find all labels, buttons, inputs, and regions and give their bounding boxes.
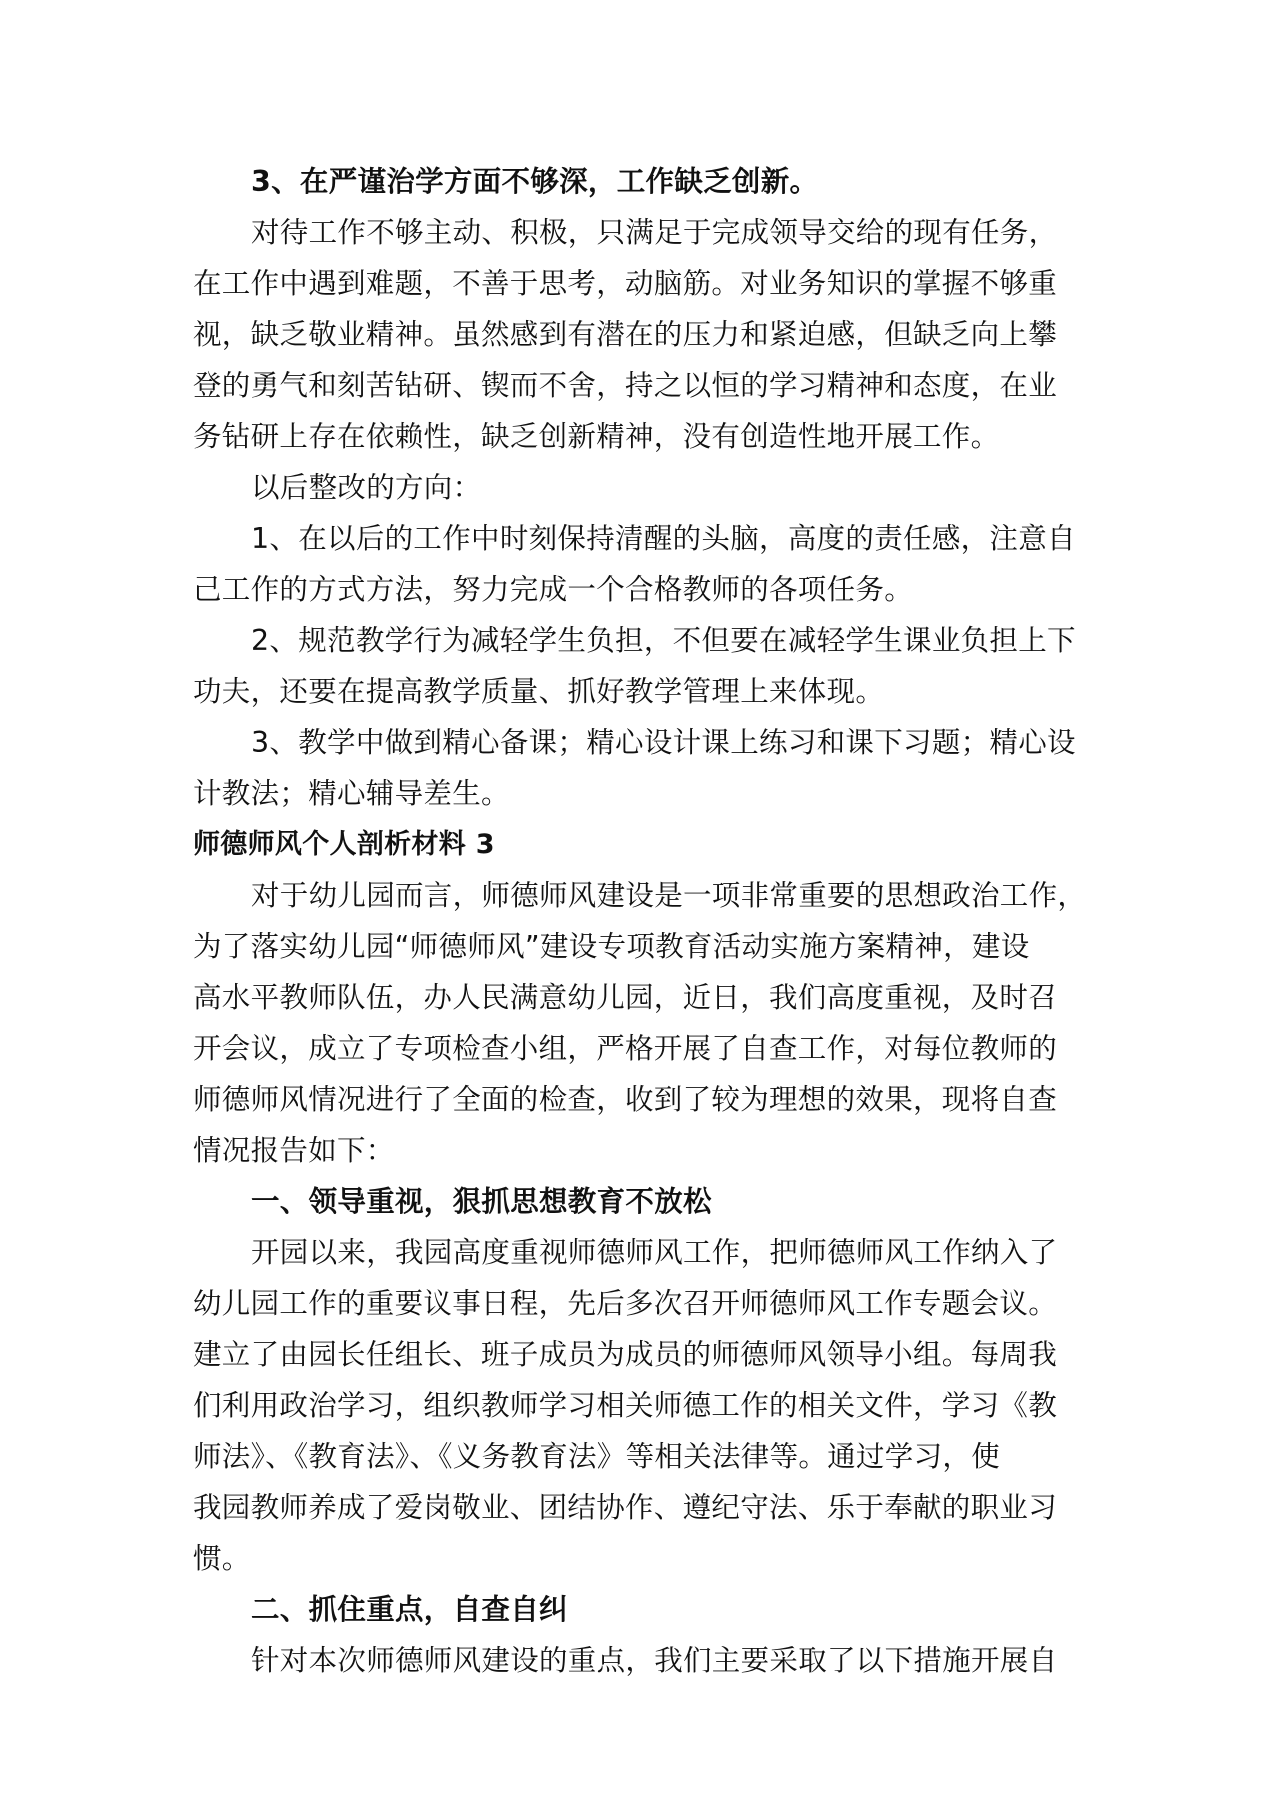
text-line: 在工作中遇到难题，不善于思考，动脑筋。对业务知识的掌握不够重	[193, 267, 1058, 300]
text-line: 1、在以后的工作中时刻保持清醒的头脑，高度的责任感，注意自	[251, 522, 1076, 555]
text-line: 针对本次师德师风建设的重点，我们主要采取了以下措施开展自	[251, 1644, 1058, 1677]
text-line: 2、规范教学行为减轻学生负担，不但要在减轻学生课业负担上下	[251, 624, 1076, 657]
text-line: 对于幼儿园而言，师德师风建设是一项非常重要的思想政治工作，	[251, 879, 1087, 912]
text-line: 情况报告如下：	[193, 1134, 395, 1167]
text-line: 登的勇气和刻苦钻研、锲而不舍，持之以恒的学习精神和态度，在业	[193, 369, 1058, 402]
text-line: 以后整改的方向：	[251, 471, 482, 504]
text-line: 建立了由园长任组长、班子成员为成员的师德师风领导小组。每周我	[193, 1338, 1058, 1371]
text-line: 务钻研上存在依赖性，缺乏创新精神，没有创造性地开展工作。	[193, 420, 1000, 453]
text-line: 己工作的方式方法，努力完成一个合格教师的各项任务。	[193, 573, 914, 606]
text-line: 3、教学中做到精心备课；精心设计课上练习和课下习题；精心设	[251, 726, 1076, 759]
text-line: 师法》、《教育法》、《义务教育法》等相关法律等。通过学习，使	[193, 1440, 1001, 1473]
subheading: 3、在严谨治学方面不够深，工作缺乏创新。	[251, 165, 819, 198]
text-line: 对待工作不够主动、积极，只满足于完成领导交给的现有任务，	[251, 216, 1058, 249]
subheading: 一、领导重视，狠抓思想教育不放松	[251, 1185, 712, 1218]
text-line: 计教法；精心辅导差生。	[193, 777, 510, 810]
text-line: 为了落实幼儿园“师德师风”建设专项教育活动实施方案精神，建设	[193, 930, 1030, 963]
text-line: 功夫，还要在提高教学质量、抓好教学管理上来体现。	[193, 675, 885, 708]
text-line: 视，缺乏敬业精神。虽然感到有潜在的压力和紧迫感，但缺乏向上攀	[193, 318, 1058, 351]
subheading: 二、抓住重点，自查自纠	[251, 1593, 568, 1626]
text-line: 幼儿园工作的重要议事日程，先后多次召开师德师风工作专题会议。	[193, 1287, 1058, 1320]
text-line: 师德师风情况进行了全面的检查，收到了较为理想的效果，现将自查	[193, 1083, 1058, 1116]
text-line: 开园以来，我园高度重视师德师风工作，把师德师风工作纳入了	[251, 1236, 1058, 1269]
document-body	[193, 156, 1093, 1686]
text-line: 高水平教师队伍，办人民满意幼儿园，近日，我们高度重视，及时召	[193, 981, 1058, 1014]
text-line: 开会议，成立了专项检查小组，严格开展了自查工作，对每位教师的	[193, 1032, 1058, 1065]
text-line: 们利用政治学习，组织教师学习相关师德工作的相关文件，学习《教	[193, 1389, 1058, 1422]
text-line: 我园教师养成了爱岗敬业、团结协作、遵纪守法、乐于奉献的职业习	[193, 1491, 1058, 1524]
section-title: 师德师风个人剖析材料 3	[193, 829, 495, 860]
text-line: 惯。	[193, 1542, 251, 1575]
